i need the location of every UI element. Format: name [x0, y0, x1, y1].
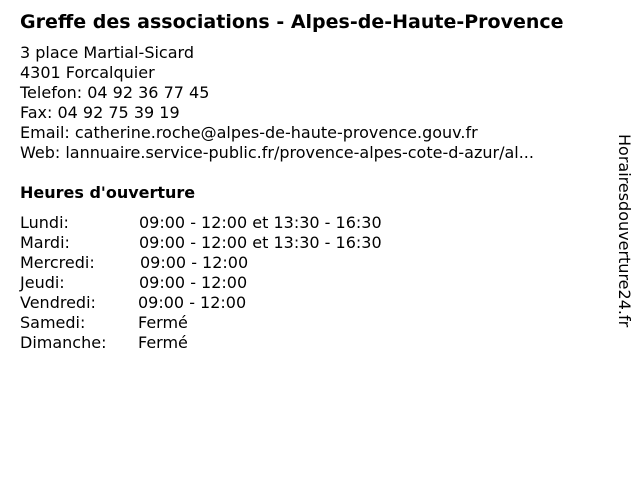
time-value: 09:00 - 12:00 — [139, 273, 248, 292]
website-url: Web: lannuaire.service-public.fr/provence-alpes-cote-d-azur/al... — [20, 143, 534, 162]
day-label: Jeudi: — [20, 273, 65, 292]
email-address: Email: catherine.roche@alpes-de-haute-provence.gouv.fr — [20, 123, 478, 142]
day-label: Vendredi: — [20, 293, 96, 312]
time-value: Fermé — [138, 333, 188, 352]
time-value: Fermé — [138, 313, 188, 332]
contact-info — [20, 43, 534, 163]
time-value: 09:00 - 12:00 — [138, 293, 247, 312]
phone-number: Telefon: 04 92 36 77 45 — [20, 83, 210, 102]
day-label: Mardi: — [20, 233, 70, 252]
time-value: 09:00 - 12:00 et 13:30 - 16:30 — [139, 233, 382, 252]
address-street: 3 place Martial-Sicard — [20, 43, 194, 62]
time-value: 09:00 - 12:00 — [140, 253, 249, 272]
page-title: Greffe des associations - Alpes-de-Haute-Provence — [20, 11, 564, 33]
day-label: Lundi: — [20, 213, 69, 232]
day-label: Samedi: — [20, 313, 86, 332]
hours-heading: Heures d'ouverture — [20, 183, 196, 202]
day-label: Dimanche: — [20, 333, 107, 352]
site-watermark: Horairesdouverture24.fr — [615, 134, 634, 328]
address-city: 4301 Forcalquier — [20, 63, 155, 82]
fax-number: Fax: 04 92 75 39 19 — [20, 103, 180, 122]
day-label: Mercredi: — [20, 253, 95, 272]
time-value: 09:00 - 12:00 et 13:30 - 16:30 — [139, 213, 382, 232]
